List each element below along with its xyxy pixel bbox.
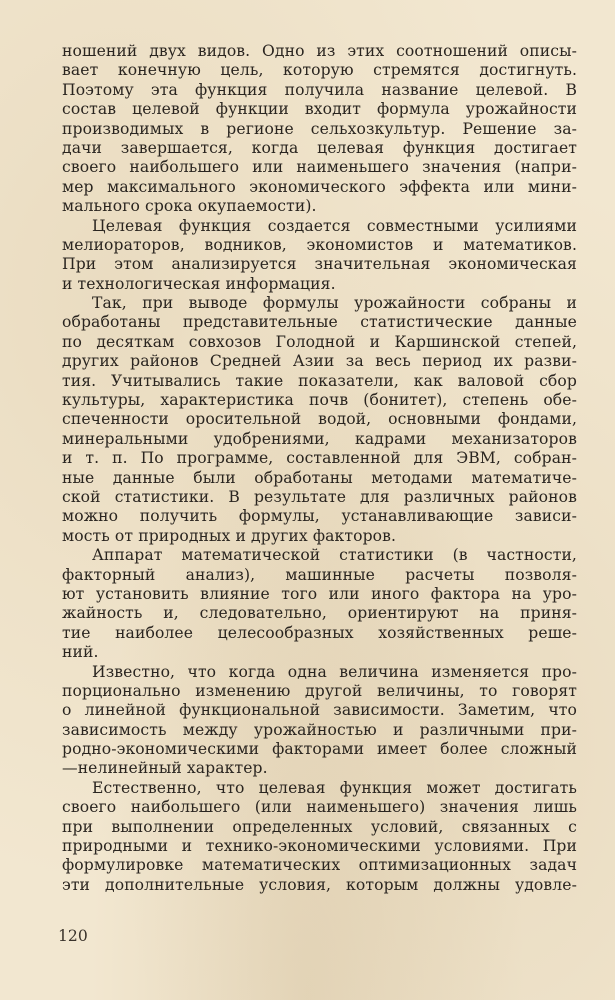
paragraph-5	[62, 663, 577, 779]
text-line: мального срока окупаемости).	[62, 197, 317, 216]
text-line: ний.	[62, 643, 99, 662]
text-line: природными и технико-экономическими условиями. При	[62, 837, 577, 856]
text-line: состав целевой функции входит формула урожайности	[62, 100, 577, 119]
paragraph-6	[62, 779, 577, 895]
text-line: Так, при выводе формулы урожайности собраны и	[92, 294, 577, 313]
text-line: о линейной функциональной зависимости. Заметим, что	[62, 701, 577, 720]
text-line: ют установить влияние того или иного фактора на уро-	[62, 584, 577, 603]
text-line: —нелинейный характер.	[62, 759, 268, 778]
text-line: и технологическая информация.	[62, 274, 336, 293]
text-line: зависимость между урожайностью и различными при-	[62, 720, 577, 739]
text-line: культуры, характеристика почв (бонитет), степень обе-	[62, 391, 577, 410]
text-line: спеченности оросительной водой, основными фондами,	[62, 410, 577, 429]
text-line: формулировке математических оптимизационных задач	[62, 856, 577, 875]
text-line: дачи завершается, когда целевая функция достигает	[62, 138, 577, 157]
text-line: других районов Средней Азии за весь период их разви-	[62, 352, 577, 371]
text-line: при выполнении определенных условий, связанных с	[62, 817, 577, 836]
paragraph-3	[62, 294, 577, 546]
text-line: и т. п. По программе, составленной для ЭВМ, собран-	[62, 449, 577, 468]
page-number: 120	[58, 927, 88, 945]
text-line: мелиораторов, водников, экономистов и математиков.	[62, 235, 577, 254]
text-line: эти дополнительные условия, которым должны удовле-	[62, 875, 577, 894]
text-line: Поэтому эта функция получила название целевой. В	[62, 80, 577, 99]
paragraph-1	[62, 42, 577, 217]
text-line: жайность и, следовательно, ориентируют на приня-	[62, 604, 577, 623]
text-line: тия. Учитывались такие показатели, как валовой сбор	[62, 371, 577, 390]
text-line: Целевая функция создается совместными усилиями	[92, 216, 577, 235]
text-line: тие наиболее целесообразных хозяйственных реше-	[62, 623, 577, 642]
text-line: мость от природных и других факторов.	[62, 526, 397, 545]
text-line: Известно, что когда одна величина изменяется про-	[92, 662, 577, 681]
text-line: своего наибольшего (или наименьшего) значения лишь	[62, 798, 577, 817]
text-line: При этом анализируется значительная экономическая	[62, 255, 577, 274]
text-line: производимых в регионе сельхозкультур. Решение за-	[62, 119, 577, 138]
text-line: можно получить формулы, устанавливающие зависи-	[62, 507, 577, 526]
text-line: своего наибольшего или наименьшего значения (напри-	[62, 158, 577, 177]
text-line: Аппарат математической статистики (в частности,	[92, 546, 577, 565]
text-line: порционально изменению другой величины, то говорят	[62, 681, 577, 700]
text-line: Естественно, что целевая функция может достигать	[92, 778, 577, 797]
text-line: по десяткам совхозов Голодной и Каршинской степей,	[62, 332, 577, 351]
text-line: минеральными удобрениями, кадрами механизаторов	[62, 429, 577, 448]
text-line: ношений двух видов. Одно из этих соотношений описы-	[62, 42, 577, 60]
text-line: обработаны представительные статистические данные	[62, 313, 577, 332]
text-line: ской статистики. В результате для различных районов	[62, 487, 577, 506]
paragraph-4	[62, 546, 577, 662]
text-line: ные данные были обработаны методами математиче-	[62, 468, 577, 487]
text-line: факторный анализ), машинные расчеты позволя-	[62, 565, 577, 584]
paragraph-2	[62, 217, 577, 295]
text-line: мер максимального экономического эффекта или мини-	[62, 177, 577, 196]
page-text	[62, 42, 577, 895]
text-line: вает конечную цель, которую стремятся достигнуть.	[62, 61, 577, 80]
text-line: родно-экономическими факторами имеет более сложный	[62, 740, 577, 759]
